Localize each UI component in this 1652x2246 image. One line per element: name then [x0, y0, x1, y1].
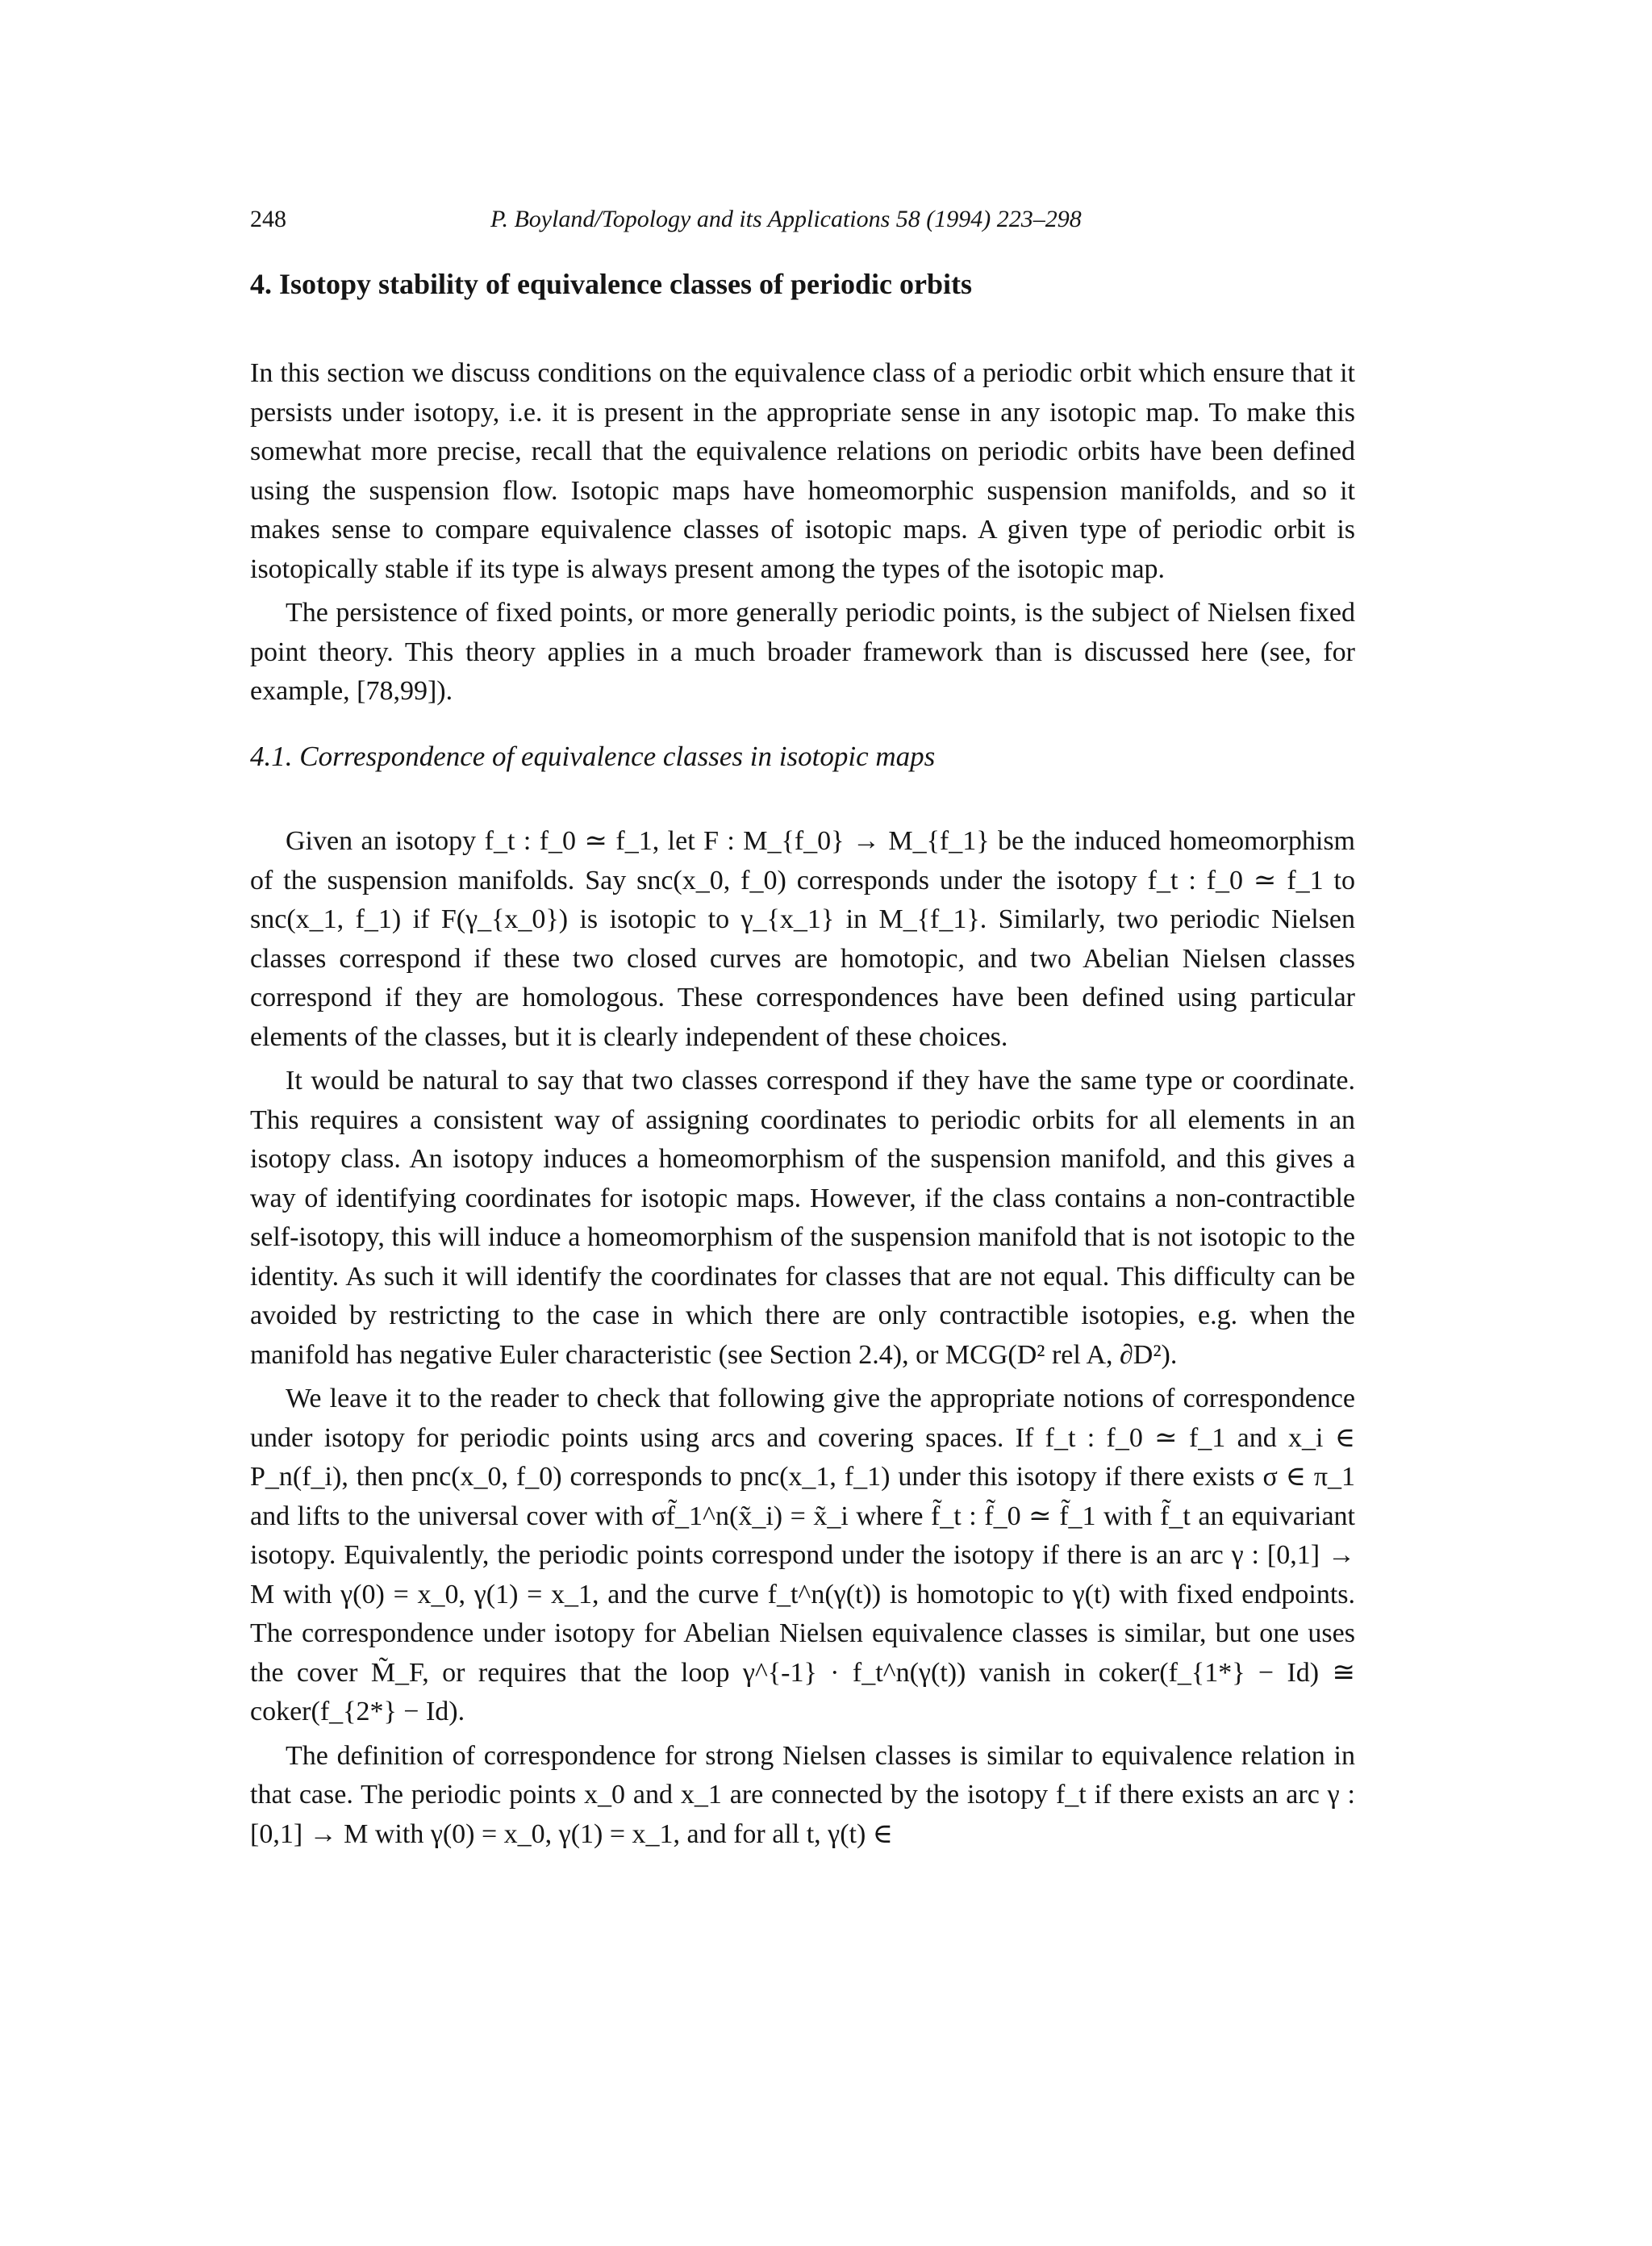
- section-title: 4. Isotopy stability of equivalence classes of periodic orbits: [250, 268, 972, 300]
- subsection-paragraph-2: It would be natural to say that two classes correspond if they have the same type or coordinate. This requires a consistent way of assigning coordinates to periodic orbits for all elements in an isotopy class. An isotopy induces a homeomorphism of the suspension manifold, and this gives a way of identifying coordinates for isotopic maps. However, if the class contains a non-contractible self-isotopy, this will induce a homeomorphism of the suspension manifold that is not isotopic to the identity. As such it will identify the coordinates for classes that are not equal. This difficulty can be avoided by restricting to the case in which there are only contractible isotopies, e.g. when the manifold has negative Euler characteristic (see Section 2.4), or MCG(D² rel A, ∂D²).: [250, 1066, 1355, 1370]
- running-header: [250, 206, 1354, 246]
- page-number: 248: [250, 206, 286, 232]
- page-body: [250, 257, 1355, 1854]
- subsection-paragraph-3: We leave it to the reader to check that following give the appropriate notions of correspondence under isotopy for periodic points using arcs and covering spaces. If f_t : f_0 ≃ f_1 and x_i ∈ P_n(f_i), then pnc(x_0, f_0) corresponds to pnc(x_1, f_1) under this isotopy if there exists σ ∈ π_1 and lifts to the universal cover with σf̃_1^n(x̃_i) = x̃_i where f̃_t : f̃_0 ≃ f̃_1 with f̃_t an equivariant isotopy. Equivalently, the periodic points correspond under the isotopy if there is an arc γ : [0,1] → M with γ(0) = x_0, γ(1) = x_1, and the curve f_t^n(γ(t)) is homotopic to γ(t) with fixed endpoints. The correspondence under isotopy for Abelian Nielsen equivalence classes is similar, but one uses the cover M̃_F, or requires that the loop γ^{-1} · f_t^n(γ(t)) vanish in coker(f_{1*} − Id) ≅ coker(f_{2*} − Id).: [250, 1384, 1355, 1727]
- section-paragraph-2: The persistence of fixed points, or more generally periodic points, is the subject of Nielsen fixed point theory. This theory applies in a much broader framework than is discussed here (see, for example, [78,99]).: [250, 598, 1355, 706]
- subsection-paragraph-1: Given an isotopy f_t : f_0 ≃ f_1, let F : M_{f_0} → M_{f_1} be the induced homeomorphism of the suspension manifolds. Say snc(x_0, f_0) corresponds under the isotopy f_t : f_0 ≃ f_1 to snc(x_1, f_1) if F(γ_{x_0}) is isotopic to γ_{x_1} in M_{f_1}. Similarly, two periodic Nielsen classes correspond if these two closed curves are homotopic, and two Abelian Nielsen classes correspond if they are homologous. These correspondences have been defined using particular elements of the classes, but it is clearly independent of these choices.: [250, 826, 1355, 1052]
- running-title: P. Boyland/Topology and its Applications 58 (1994) 223–298: [490, 206, 1082, 232]
- section-paragraph-1: In this section we discuss conditions on the equivalence class of a periodic orbit which ensure that it persists under isotopy, i.e. it is present in the appropriate sense in any isotopic map. To make this somewhat more precise, recall that the equivalence relations on periodic orbits have been defined using the suspension flow. Isotopic maps have homeomorphic suspension manifolds, and so it makes sense to compare equivalence classes of isotopic maps. A given type of periodic orbit is isotopically stable if its type is always present among the types of the isotopic map.: [250, 358, 1355, 584]
- subsection-title: 4.1. Correspondence of equivalence classes in isotopic maps: [250, 740, 936, 772]
- subsection-paragraph-4: The definition of correspondence for strong Nielsen classes is similar to equivalence relation in that case. The periodic points x_0 and x_1 are connected by the isotopy f_t if there exists an arc γ : [0,1] → M with γ(0) = x_0, γ(1) = x_1, and for all t, γ(t) ∈: [250, 1740, 1355, 1849]
